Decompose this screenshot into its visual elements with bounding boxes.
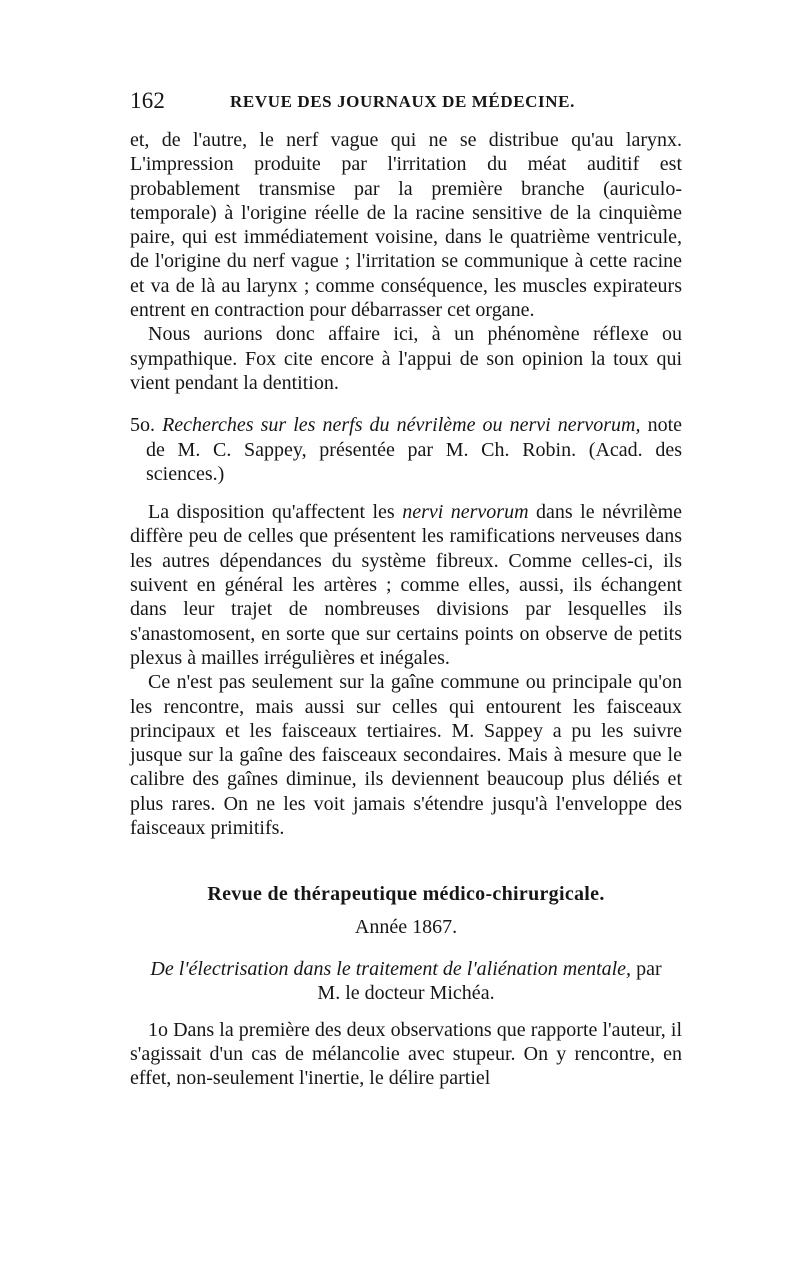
item-5-title: Recherches sur les nerfs du névrilème ou nervi nervorum, — [162, 414, 641, 437]
page-number: 162 — [130, 88, 166, 113]
paragraph-3-after: dans le névrilème diffère peu de celles que présentent les ramifications nerveuses dans les autres dépendances du système fibreux. Comme celles-ci, ils suivent en général les artères ; comme elles, aussi, ils échangent dans leur trajet de nombreuses divisions par lesquelles ils s'anastomosent, en sorte que sur certains points on observe de petits plexus à mailles irrégulières et inégales. — [130, 501, 683, 669]
article-title-text: De l'électrisation dans le traitement de l'aliénation mentale, — [150, 957, 632, 980]
item-5-rest: note de M. C. Sappey, présentée par M. Ch. Robin. (Acad. des sciences.) — [146, 414, 683, 485]
item-5 — [130, 413, 682, 486]
section-year: Année 1867. — [354, 915, 458, 938]
paragraph-3 — [130, 500, 682, 670]
paragraph-3-before: La disposition qu'affectent les — [148, 501, 395, 524]
item-5-number: 5o. — [130, 414, 155, 437]
running-title: REVUE DES JOURNAUX DE MÉDECINE. — [230, 92, 575, 111]
page-body — [130, 128, 682, 1090]
article-title — [130, 957, 682, 981]
paragraph-1: et, de l'autre, le nerf vague qui ne se distribue qu'au larynx. L'impression produite par l'irritation du méat auditif est probablement transmise par la première branche (auriculo-temporale) à l'origine réelle de la racine sensitive de la cinquième paire, qui est immédiatement voisine, dans le quatrième ventricule, de l'origine du nerf vague ; l'irritation se communique à cette racine et va de là au larynx ; comme conséquence, les muscles expirateurs entrent en contraction pour débarrasser cet organe. — [130, 129, 682, 322]
article-author: M. le docteur Michéa. — [317, 982, 495, 1005]
paragraph-2: Nous aurions donc affaire ici, à un phénomène réflexe ou sympathique. Fox cite encore à l'appui de son opinion la toux qui vient pendant la dentition. — [130, 323, 682, 394]
section-title: Revue de thérapeutique médico-chirurgicale. — [207, 883, 605, 906]
section-paragraph-1: 1o Dans la première des deux observations que rapporte l'auteur, il s'agissait d'un cas de mélancolie avec stupeur. On y rencontre, en effet, non-seulement l'inertie, le délire partiel — [130, 1018, 682, 1090]
paragraph-3-italic: nervi nervorum — [402, 501, 529, 524]
paragraph-4: Ce n'est pas seulement sur la gaîne commune ou principale qu'on les rencontre, mais aussi sur celles qui entourent les faisceaux principaux et les faisceaux tertiaires. M. Sappey a pu les suivre jusque sur la gaîne des faisceaux secondaires. Mais à mesure que le calibre des gaînes diminue, ils deviennent beaucoup plus déliés et plus rares. On ne les voit jamais s'étendre jusqu'à l'enveloppe des faisceaux primitifs. — [130, 671, 682, 840]
article-title-suffix: par — [636, 957, 662, 980]
